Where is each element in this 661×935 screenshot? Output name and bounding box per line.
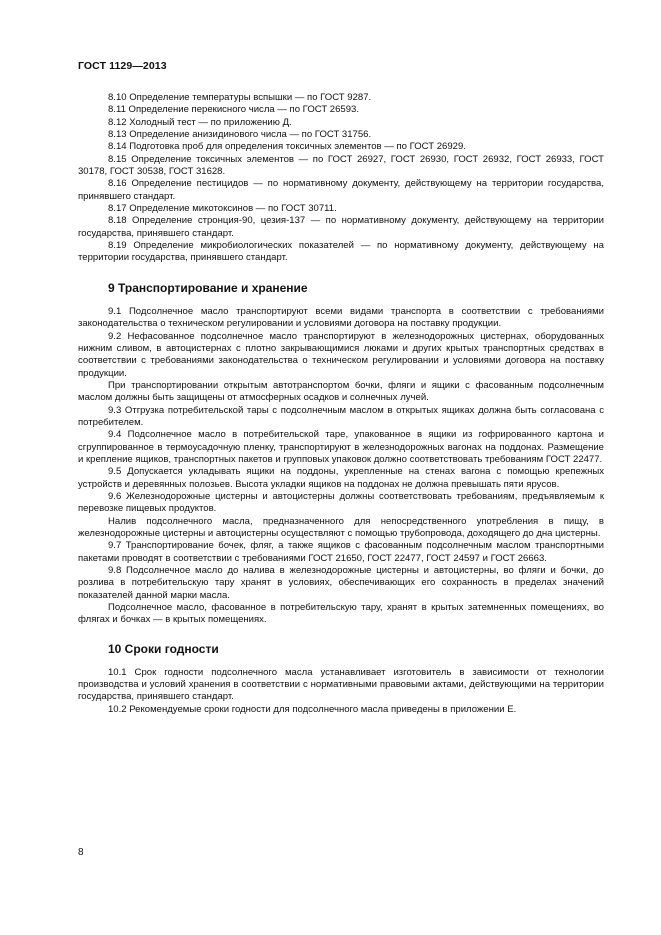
- clause-9-5: 9.5 Допускается укладывать ящики на поддоны, укрепленные на стенах вагона с помощью крепежных устройств и деревянных полозьев. Высота укладки ящиков на поддонах не должна превышать пяти ярусов.: [78, 466, 604, 490]
- clause-8-18: 8.18 Определение стронция-90, цезия-137 — по нормативному документу, действующему на территории государства, принявшего стандарт.: [78, 215, 604, 239]
- clause-8-16: 8.16 Определение пестицидов — по нормативному документу, действующему на территории государства, принявшего стандарт.: [78, 178, 604, 202]
- paragraph-open-transport: При транспортировании открытым автотранспортом бочки, фляги и ящики с фасованным подсолнечным маслом должны быть защищены от атмосферных осадков и солнечных лучей.: [78, 379, 604, 404]
- paragraph-storage: Подсолнечное масло, фасованное в потребительскую тару, хранят в крытых затемненных помещениях, во флягах и бочках — в крытых помещениях.: [78, 602, 604, 626]
- clause-8-15: 8.15 Определение токсичных элементов — по ГОСТ 26927, ГОСТ 26930, ГОСТ 26932, ГОСТ 26933, ГОСТ 30178, ГОСТ 30538, ГОСТ 31628.: [78, 153, 604, 178]
- paragraph-filling: Налив подсолнечного масла, предназначенного для непосредственного употребления в пищу, в железнодорожные цистерны и автоцистерны осуществляют с помощью трубопровода, доходящего до дна цистерны.: [78, 515, 604, 539]
- document-header: ГОСТ 1129—2013: [78, 60, 167, 72]
- clause-9-1: 9.1 Подсолнечное масло транспортируют всеми видами транспорта в соответствии с требованиями законодательства о техническом регулировании и условиями договора на поставку продукции.: [78, 305, 604, 330]
- clause-9-6: 9.6 Железнодорожные цистерны и автоцистерны должны соответствовать требованиям, предъявляемым к перевозке пищевых продуктов.: [78, 490, 604, 515]
- clause-9-3: 9.3 Отгрузка потребительской тары с подсолнечным маслом в открытых ящиках должна быть согласована с потребителем.: [78, 404, 604, 428]
- clause-8-19: 8.19 Определение микробиологических показателей — по нормативному документу, действующему на территории государства, принявшего стандарт.: [78, 240, 604, 264]
- clause-8-10: 8.10 Определение температуры вспышки — по ГОСТ 9287.: [108, 92, 372, 103]
- clause-10-1: 10.1 Срок годности подсолнечного масла устанавливает изготовитель в зависимости от технологии производства и условий хранения в соответствии с нормативными правовыми актами, действующими на территории государства, принявшего стандарт.: [78, 666, 604, 703]
- page-number: 8: [78, 847, 84, 858]
- clause-8-11: 8.11 Определение перекисного числа — по ГОСТ 26593.: [108, 104, 360, 116]
- page-content: [78, 92, 604, 716]
- clause-8-14: 8.14 Подготовка проб для определения токсичных элементов — по ГОСТ 26929.: [108, 141, 466, 153]
- clause-8-12: 8.12 Холодный тест — по приложению Д.: [108, 116, 292, 128]
- clause-9-2: 9.2 Нефасованное подсолнечное масло транспортируют в железнодорожных цистернах, оборудованных нижним сливом, в автоцистернах с плотно закрывающимися люками и других крытых транспортных средствах в соответствии с требованиями законодательства о техническом регулировании и условиями договора на поставку продукции.: [78, 330, 604, 379]
- section-9-heading: 9 Транспортирование и хранение: [108, 280, 308, 295]
- clause-9-4: 9.4 Подсолнечное масло в потребительской таре, упакованное в ящики из гофрированного картона и сгруппированное в термоусадочную пленку, транспортируют в железнодорожных вагонах на поддонах. Размещение и крепление ящиков, транспортных пакетов и групповых упаковок должно соответствовать требованиям ГОСТ 22477.: [78, 429, 604, 465]
- clause-8-13: 8.13 Определение анизидинового числа — по ГОСТ 31756.: [108, 129, 372, 141]
- clause-10-2: 10.2 Рекомендуемые сроки годности для подсолнечного масла приведены в приложении Е.: [108, 703, 517, 715]
- clause-9-7: 9.7 Транспортирование бочек, фляг, а также ящиков с фасованным подсолнечным маслом транспортными пакетами проводят в соответствии с требованиями ГОСТ 21650, ГОСТ 22477, ГОСТ 24597 и ГОСТ 26663.: [78, 540, 604, 564]
- clause-9-8: 9.8 Подсолнечное масло до налива в железнодорожные цистерны и автоцистерны, во фляги и бочки, до розлива в потребительскую тару хранят в условиях, обеспечивающих его сохранность в пределах значений показателей данной марки масла.: [78, 565, 604, 601]
- section-10-heading: 10 Сроки годности: [108, 641, 219, 656]
- clause-8-17: 8.17 Определение микотоксинов — по ГОСТ 30711.: [108, 203, 337, 215]
